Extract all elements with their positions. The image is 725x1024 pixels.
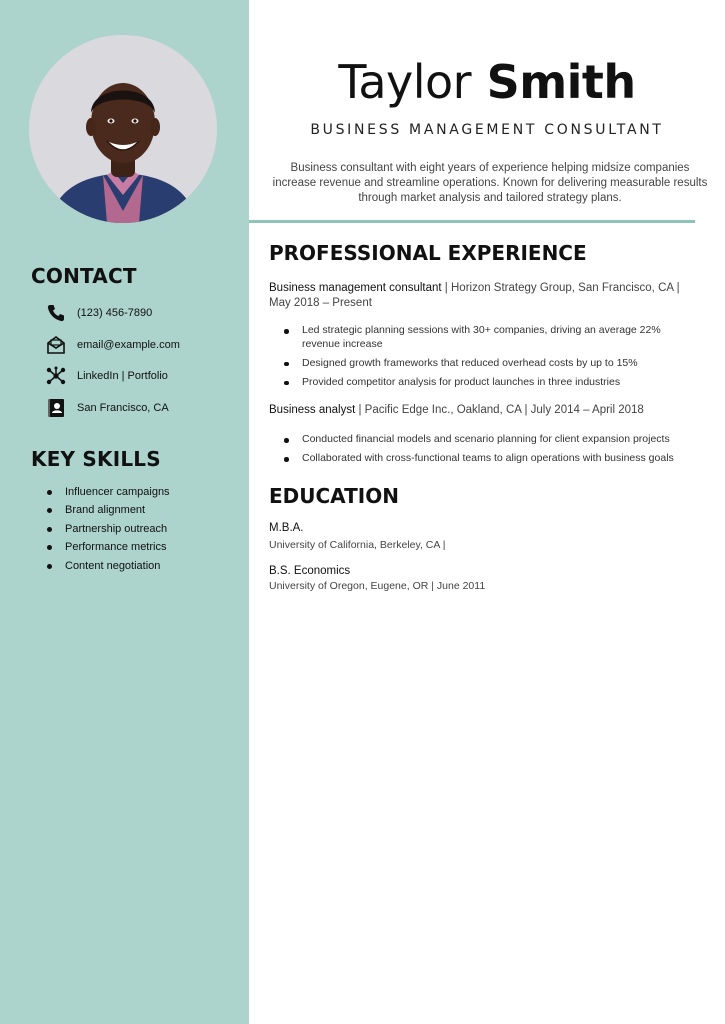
degree: M.B.A.	[269, 522, 304, 534]
contact-location	[45, 397, 180, 419]
skill-item: Partnership outreach	[45, 520, 170, 538]
job-role: Business management consultant	[269, 282, 442, 294]
job-bullets	[283, 324, 683, 395]
network-icon	[45, 365, 67, 387]
job-title: BUSINESS MANAGEMENT CONSULTANT	[310, 122, 664, 138]
contact-email-text[interactable]: email@example.com	[77, 338, 180, 351]
education-heading: EDUCATION	[269, 484, 399, 508]
experience-heading: PROFESSIONAL EXPERIENCE	[269, 241, 587, 265]
contact-location-text: San Francisco, CA	[77, 401, 169, 414]
contact-list	[45, 302, 180, 428]
job-bullet: Led strategic planning sessions with 30+ companies, driving an average 22% revenue increase	[283, 324, 683, 351]
job-header	[269, 403, 689, 418]
last-name: Smith	[486, 55, 636, 109]
job-bullets	[283, 433, 683, 471]
candidate-name	[249, 52, 725, 112]
email-icon	[45, 334, 67, 356]
school: University of California, Berkeley, CA |	[269, 539, 446, 551]
phone-icon	[45, 302, 67, 324]
summary: Business consultant with eight years of experience helping midsize companies increase revenue and streamline operations. Known for delivering measurable results through market analysis and tailored strategy plans.	[272, 162, 708, 204]
contact-heading: CONTACT	[31, 264, 137, 288]
portrait-illustration	[29, 35, 217, 223]
job-bullet: Designed growth frameworks that reduced overhead costs by up to 15%	[283, 357, 683, 371]
job-bullet: Conducted financial models and scenario planning for client expansion projects	[283, 433, 683, 447]
skills-list	[45, 483, 170, 575]
job-header	[269, 281, 689, 311]
job-details: | Pacific Edge Inc., Oakland, CA | July 2014 – April 2018	[355, 404, 644, 416]
skill-item: Brand alignment	[45, 501, 170, 519]
section-divider	[249, 220, 695, 223]
location-icon	[45, 397, 67, 419]
profile-photo	[29, 35, 217, 223]
job-role: Business analyst	[269, 404, 356, 416]
school: University of Oregon, Eugene, OR | June 2011	[269, 580, 486, 592]
skill-item: Performance metrics	[45, 538, 170, 556]
job-details: | Horizon Strategy Group, San Francisco, CA | May 2018 – Present	[269, 282, 680, 309]
job-bullet: Provided competitor analysis for product launches in three industries	[283, 376, 683, 390]
contact-email	[45, 334, 180, 356]
skill-item: Influencer campaigns	[45, 483, 170, 501]
sidebar	[0, 0, 249, 1024]
job-bullet: Collaborated with cross-functional teams to align operations with business goals	[283, 452, 683, 466]
contact-phone	[45, 302, 180, 324]
contact-phone-text[interactable]: (123) 456-7890	[77, 307, 153, 319]
degree: B.S. Economics	[269, 565, 351, 577]
contact-links-text[interactable]: LinkedIn | Portfolio	[77, 370, 168, 382]
first-name: Taylor	[338, 55, 472, 109]
skills-heading: KEY SKILLS	[31, 447, 161, 471]
contact-links	[45, 365, 180, 387]
skill-item: Content negotiation	[45, 557, 170, 575]
